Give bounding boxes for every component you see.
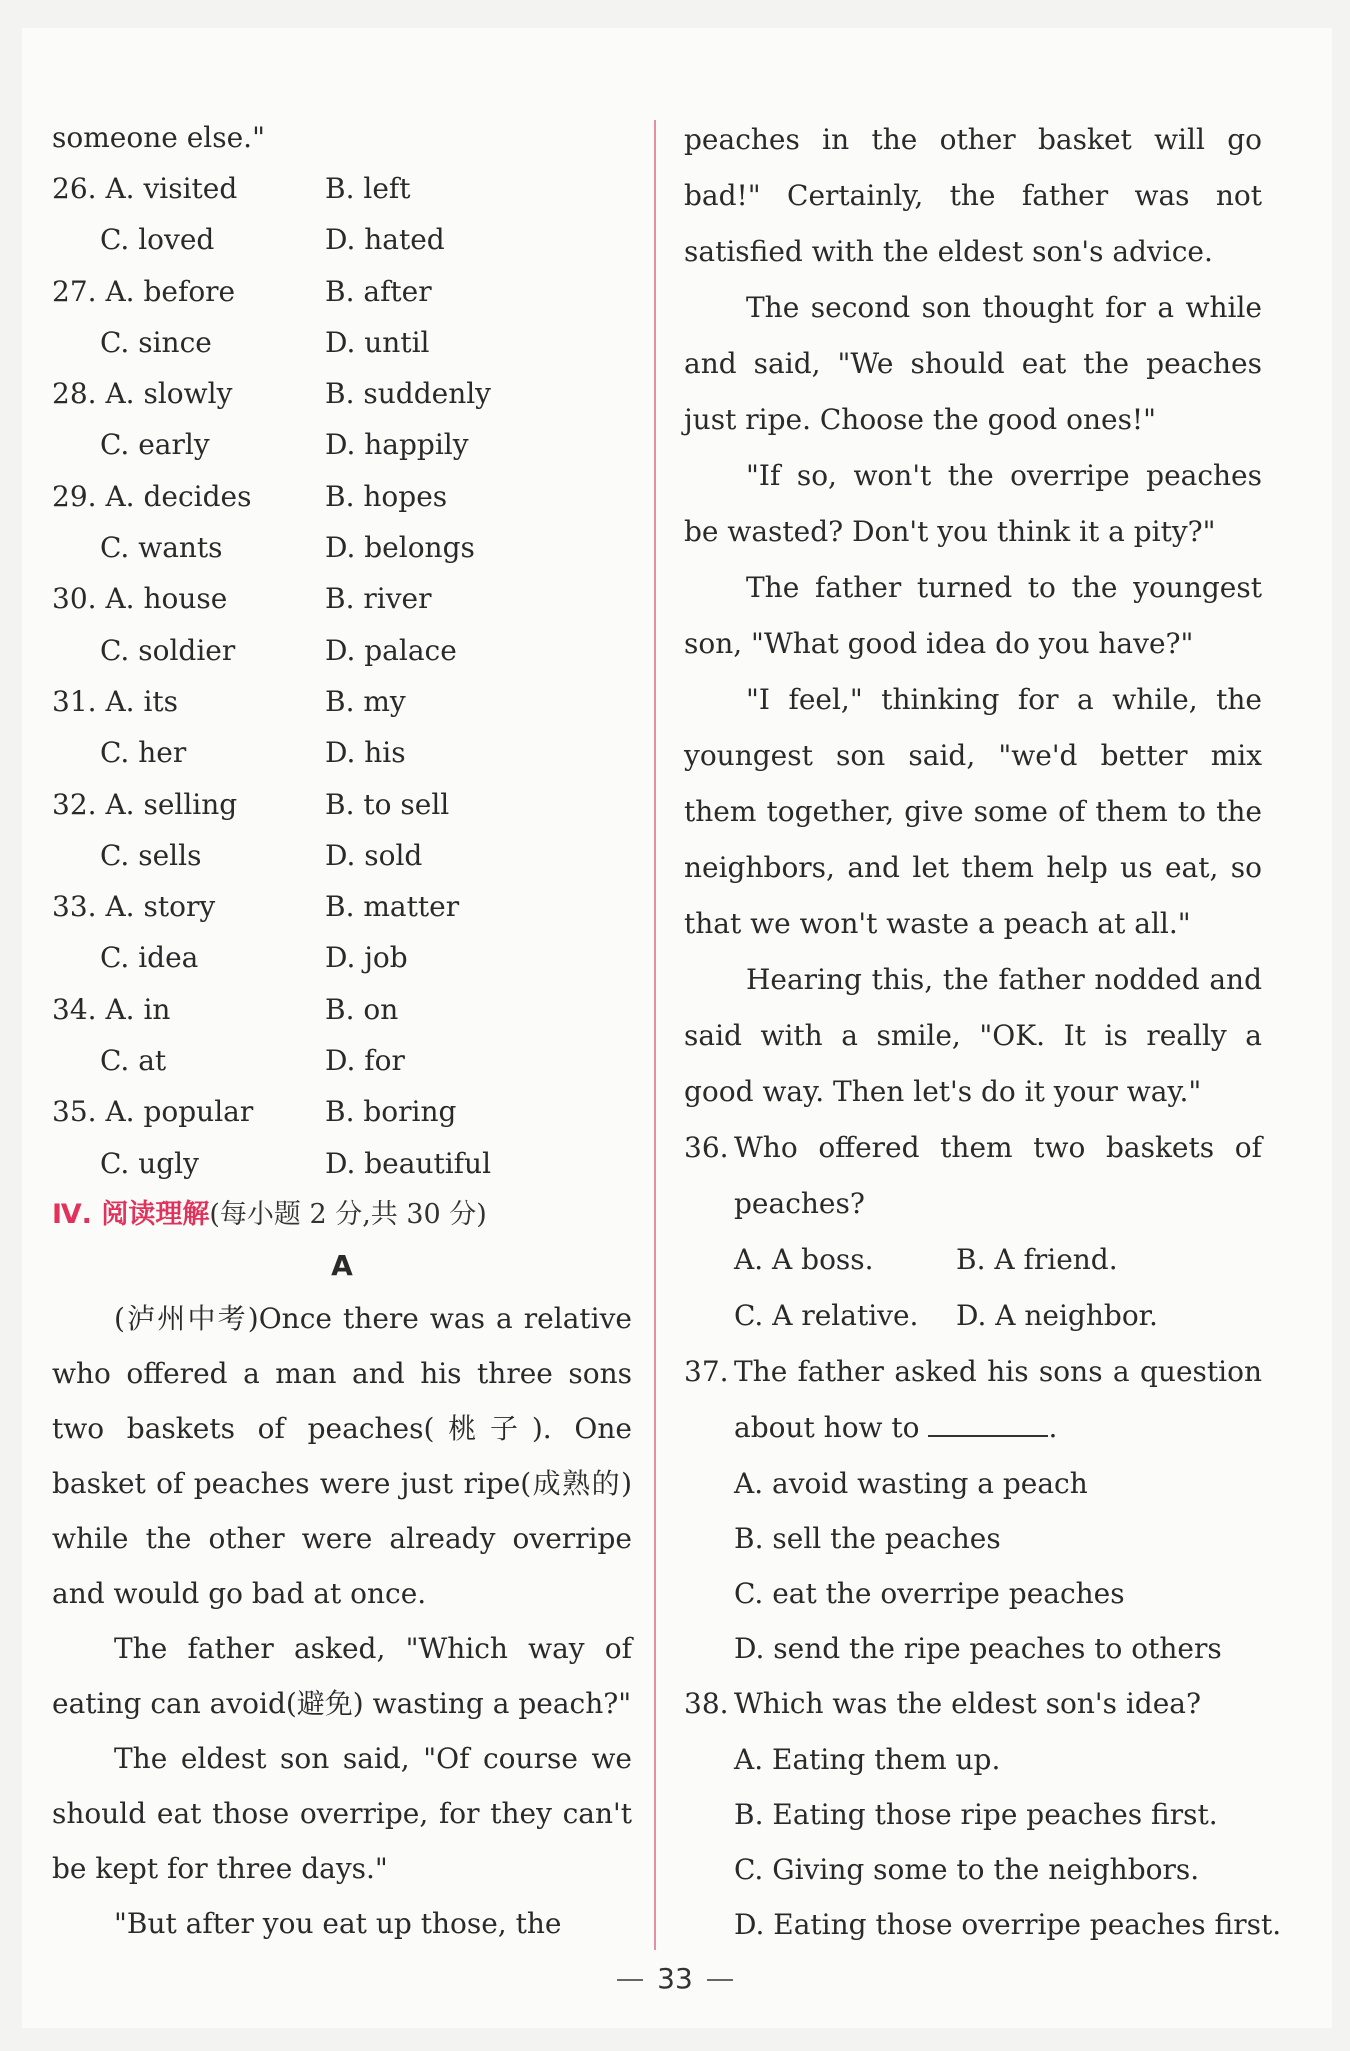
question-number: 36. [684,1131,729,1164]
option-a[interactable]: A. decides [105,479,252,513]
question-number: 27. [52,274,97,308]
option-b[interactable]: B. matter [325,890,460,924]
footer-dash [707,1979,733,1981]
option-b[interactable]: B. boring [325,1095,457,1129]
option-a[interactable]: A. avoid wasting a peach [734,1467,1088,1500]
right-column [684,112,1282,1952]
option-c[interactable]: C. eat the overripe peaches [734,1577,1125,1610]
option-d[interactable]: D. palace [325,633,457,667]
question-number: 37. [684,1355,729,1388]
passage-paragraph: The eldest son said, "Of course we should eat those overripe, for they can't be kept for three days." [52,1741,632,1885]
section-heading [52,1189,632,1240]
cloze-question-row [52,317,632,368]
option-d[interactable]: D. his [325,736,406,770]
passage-paragraph: The father turned to the youngest son, "What good idea do you have?" [684,571,1262,660]
question-36 [684,1120,1262,1344]
option-a[interactable]: A. visited [105,172,238,205]
option-c[interactable]: C. soldier [100,633,236,667]
passage-paragraph: "But after you eat up those, the [114,1906,562,1940]
column-divider [654,120,656,1950]
option-d[interactable]: D. belongs [325,531,475,565]
answer-blank[interactable] [928,1407,1048,1437]
cloze-question-row [52,625,632,676]
option-d[interactable]: D. sold [325,838,423,872]
option-b[interactable]: B. on [325,992,399,1026]
option-c[interactable]: C. at [100,1044,167,1078]
cloze-question-row [52,214,632,265]
option-d[interactable]: D. Eating those overripe peaches first. [734,1908,1282,1941]
cloze-question-row [52,881,632,932]
page-footer [0,1962,1350,1995]
question-number: 34. [52,992,97,1026]
cloze-question-row [52,727,632,778]
question-number: 35. [52,1095,97,1129]
question-37 [684,1344,1262,1676]
option-b[interactable]: B. Eating those ripe peaches first. [734,1798,1218,1831]
option-b[interactable]: B. river [325,582,432,616]
option-b[interactable]: B. after [325,274,432,308]
question-number: 30. [52,582,97,616]
section-note: (每小题 2 分,共 30 分) [209,1198,487,1230]
question-stem: Who offered them two baskets of peaches? [734,1131,1262,1220]
option-d[interactable]: D. beautiful [325,1146,492,1180]
question-stem: Which was the eldest son's idea? [734,1687,1201,1720]
option-c[interactable]: C. ugly [100,1146,199,1180]
option-c[interactable]: C. loved [100,223,215,257]
cloze-question-row [52,932,632,983]
footer-dash [617,1979,643,1981]
option-a[interactable]: A. popular [105,1095,254,1129]
cloze-question-row [52,1138,632,1189]
cloze-question-row [52,522,632,573]
option-d[interactable]: D. job [325,941,408,975]
option-d[interactable]: D. until [325,325,430,359]
cloze-question-row [52,368,632,419]
option-a[interactable]: A. slowly [105,377,233,411]
option-d[interactable]: D. for [325,1044,405,1078]
question-stem: The father asked his sons a question about how to [734,1355,1262,1444]
option-a[interactable]: A. story [105,890,216,924]
option-b[interactable]: B. A friend. [956,1243,1118,1276]
option-b[interactable]: B. sell the peaches [734,1522,1001,1555]
cloze-question-row [52,830,632,881]
cloze-question-row [52,676,632,727]
passage-paragraph: Hearing this, the father nodded and said with a smile, "OK. It is really a good way. Then let's do it your way." [684,963,1262,1108]
option-a[interactable]: A. A boss. [734,1243,874,1276]
passage-paragraph: "I feel," thinking for a while, the youngest son said, "we'd better mix them together, give some of them to the neighbors, and let them help us eat, so that we won't waste a peach at all." [684,683,1262,940]
question-stem-end: . [1048,1411,1058,1444]
option-a[interactable]: A. Eating them up. [734,1743,1001,1776]
cloze-question-row [52,1086,632,1137]
cloze-question-row [52,163,632,214]
left-column [52,112,632,1951]
question-number: 29. [52,479,97,513]
question-38 [684,1676,1282,1952]
option-b[interactable]: B. hopes [325,479,448,513]
passage-paragraph: peaches in the other basket will go bad!" Certainly, the father was not satisfied with the eldest son's advice. [684,123,1262,268]
question-number: 38. [684,1687,729,1720]
question-stem-wrapper [734,1344,1262,1456]
option-a[interactable]: A. in [105,992,171,1026]
intro-tail: someone else." [52,121,265,154]
option-b[interactable]: B. to sell [325,787,450,821]
option-b[interactable]: B. my [325,684,406,718]
option-c[interactable]: C. sells [100,838,202,872]
cloze-question-row [52,779,632,830]
option-a[interactable]: A. house [105,582,228,616]
passage-paragraph: The father asked, "Which way of eating can avoid(避免) wasting a peach?" [52,1631,632,1720]
option-a[interactable]: A. before [105,274,236,308]
question-number: 33. [52,890,97,924]
option-c[interactable]: C. her [100,736,187,770]
option-b[interactable]: B. suddenly [325,377,492,411]
option-d[interactable]: D. send the ripe peaches to others [734,1632,1222,1665]
question-number: 26. [52,172,97,205]
question-number: 32. [52,787,97,821]
cloze-question-row [52,1035,632,1086]
passage-paragraph: The second son thought for a while and said, "We should eat the peaches just ripe. Choose the good ones!" [684,291,1262,436]
cloze-question-row [52,419,632,470]
option-c[interactable]: C. A relative. [734,1299,919,1332]
section-label: Ⅳ. 阅读理解 [52,1198,210,1230]
option-a[interactable]: A. selling [105,787,238,821]
option-c[interactable]: C. wants [100,531,223,565]
passage-paragraph: "If so, won't the overripe peaches be wasted? Don't you think it a pity?" [684,459,1262,548]
question-number: 31. [52,684,97,718]
cloze-question-row [52,573,632,624]
cloze-question-row [52,471,632,522]
page-number: 33 [657,1962,693,1995]
option-c[interactable]: C. idea [100,941,199,975]
option-c[interactable]: C. early [100,428,210,462]
cloze-question-row [52,984,632,1035]
passage-title: A [331,1248,353,1282]
option-a[interactable]: A. its [105,684,179,718]
passage-paragraph: (泸州中考)Once there was a relative who offered a man and his three sons two baskets of peaches(桃子). One basket of peaches were just ripe(成熟的) while the other were already overripe and would go bad at once. [52,1301,632,1610]
option-d[interactable]: D. hated [325,223,445,257]
question-number: 28. [52,377,97,411]
option-c[interactable]: C. since [100,325,212,359]
option-b[interactable]: B. left [325,172,411,205]
cloze-options [52,163,632,1189]
option-c[interactable]: C. Giving some to the neighbors. [734,1853,1200,1886]
cloze-question-row [52,266,632,317]
option-d[interactable]: D. happily [325,428,469,462]
option-d[interactable]: D. A neighbor. [956,1299,1158,1332]
